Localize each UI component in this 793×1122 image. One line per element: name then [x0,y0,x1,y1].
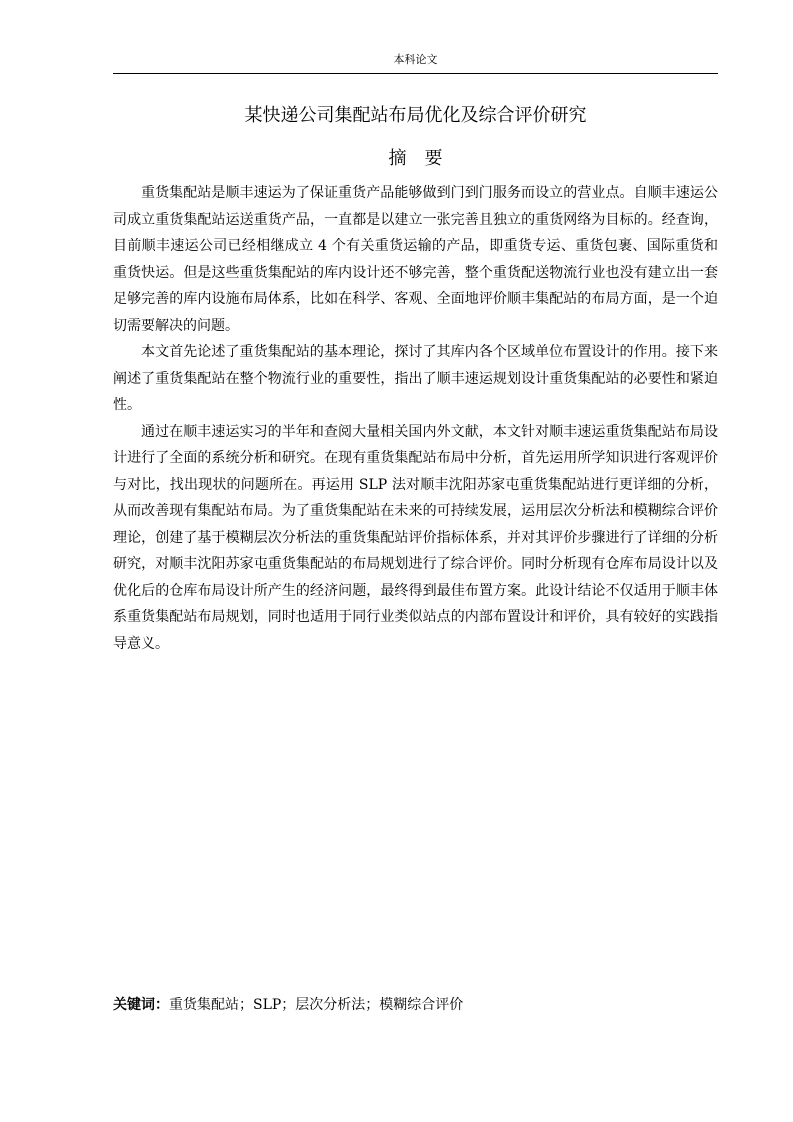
abstract-body [113,180,718,657]
keywords-line [113,992,718,1018]
abstract-paragraph-1: 重货集配站是顺丰速运为了保证重货产品能够做到门到门服务而设立的营业点。自顺丰速运公司成立重货集配站运送重货产品，一直都是以建立一张完善且独立的重货网络为目标的。经查询，目前顺丰速运公司已经相继成立 4 个有关重货运输的产品，即重货专运、重货包裹、国际重货和重货快运。但是这些重货集配站的库内设计还不够完善，整个重货配送物流行业也没有建立出一套足够完善的库内设施布局体系，比如在科学、客观、全面地评价顺丰集配站的布局方面，是一个迫切需要解决的问题。 [113,185,718,334]
abstract-paragraph-3: 通过在顺丰速运实习的半年和查阅大量相关国内外文献，本文针对顺丰速运重货集配站布局设计进行了全面的系统分析和研究。在现有重货集配站布局中分析，首先运用所学知识进行客观评价与对比，找出现状的问题所在。再运用 SLP 法对顺丰沈阳苏家屯重货集配站进行更详细的分析，从而改善现有集配站布局。为了重货集配站在未来的可持续发展，运用层次分析法和模糊综合评价理论，创建了基于模糊层次分析法的重货集配站评价指标体系，并对其评价步骤进行了详细的分析研究，对顺丰沈阳苏家屯重货集配站的布局规划进行了综合评价。同时分析现有仓库布局设计以及优化后的仓库布局设计所产生的经济问题，最终得到最佳布置方案。此设计结论不仅适用于顺丰体系重货集配站布局规划，同时也适用于同行业类似站点的内部布置设计和评价，具有较好的实践指导意义。 [113,423,718,652]
header-rule [113,73,718,74]
running-header: 本科论文 [393,53,438,66]
keywords-label: 关键词： [113,997,169,1013]
keywords-text: 重货集配站；SLP；层次分析法；模糊综合评价 [169,997,464,1013]
abstract-paragraph-2: 本文首先论述了重货集配站的基本理论，探讨了其库内各个区域单位布置设计的作用。接下来阐述了重货集配站在整个物流行业的重要性，指出了顺丰速运规划设计重货集配站的必要性和紧迫性。 [113,344,718,413]
abstract-heading: 摘要 [388,148,461,169]
paper-title: 某快递公司集配站布局优化及综合评价研究 [244,105,587,126]
